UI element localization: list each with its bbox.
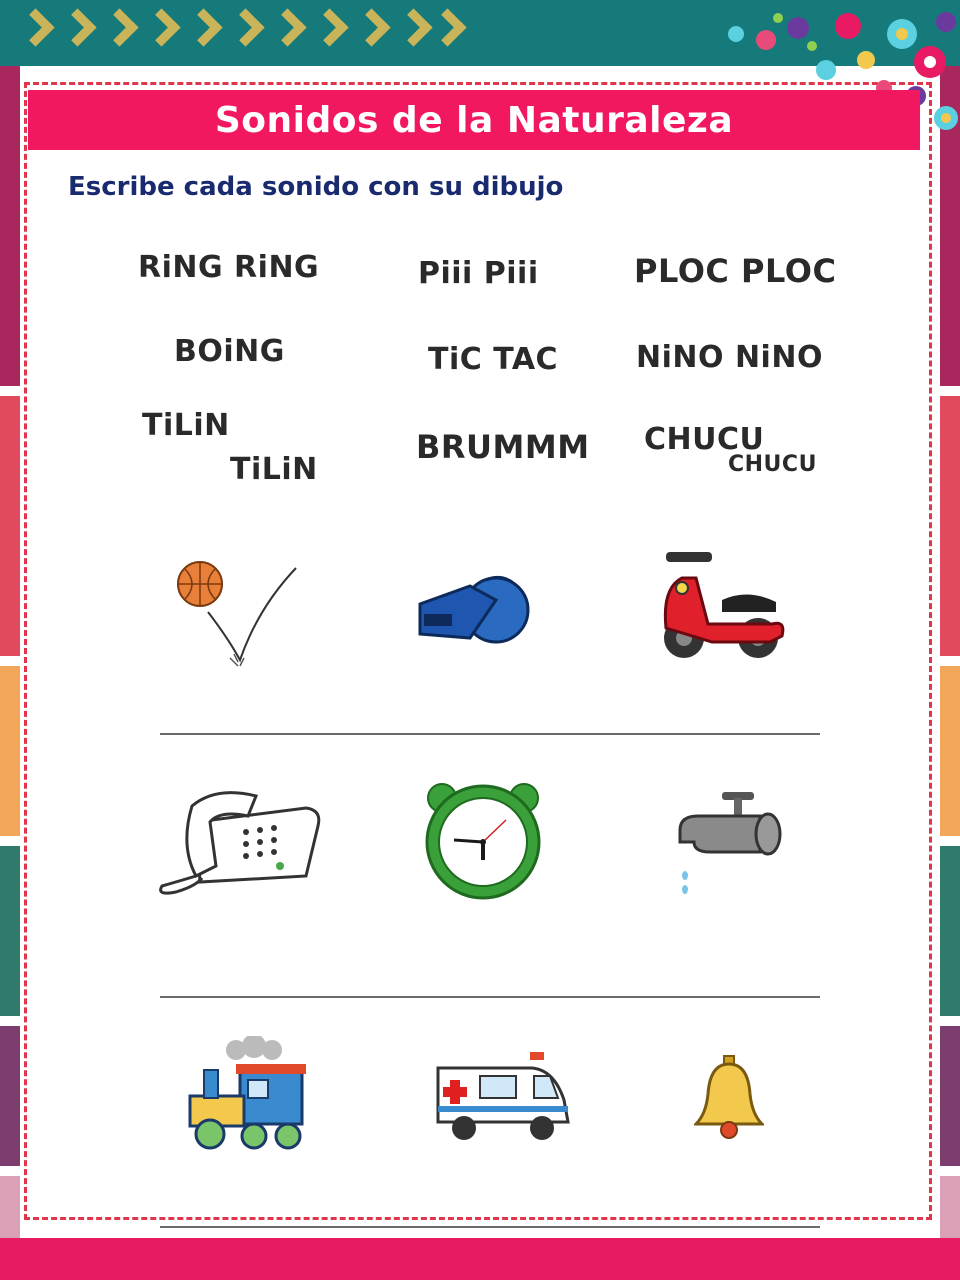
sound-word: BRUMMM	[416, 428, 590, 466]
scooter-picture	[652, 548, 788, 662]
whistle-picture	[416, 570, 532, 652]
left-stripes	[0, 66, 20, 1280]
chevron-decoration	[100, 8, 138, 46]
train-picture	[176, 1036, 316, 1154]
sound-word: Piii Piii	[418, 256, 539, 291]
faucet-picture	[674, 786, 786, 898]
title-banner	[28, 90, 920, 150]
instruction-text: Escribe cada sonido con su dibujo	[68, 172, 564, 202]
right-stripes	[940, 66, 960, 1280]
chevron-decoration	[352, 8, 390, 46]
chevron-decoration	[184, 8, 222, 46]
ambulance-picture	[434, 1048, 572, 1144]
sound-word: CHUCU	[644, 422, 765, 457]
chevron-decoration	[16, 8, 54, 46]
bell-picture	[694, 1054, 764, 1140]
sound-word: BOiNG	[174, 334, 285, 369]
telephone-picture	[156, 786, 322, 900]
answer-line	[160, 996, 820, 998]
alarm-clock-picture	[424, 780, 542, 900]
sound-word: PLOC PLOC	[634, 252, 837, 290]
chevron-decoration	[268, 8, 306, 46]
sound-word: TiC TAC	[428, 342, 559, 377]
chevron-decoration	[142, 8, 180, 46]
sound-word: TiLiN	[142, 408, 230, 443]
sound-word: TiLiN	[230, 452, 318, 487]
answer-line	[160, 1226, 820, 1228]
answer-line	[160, 733, 820, 735]
chevron-decoration	[428, 8, 466, 46]
page-title: Sonidos de la Naturaleza	[214, 99, 734, 141]
basketball-bounce-picture	[168, 548, 308, 672]
chevron-decoration	[58, 8, 96, 46]
sound-word: NiNO NiNO	[636, 340, 823, 375]
footer-band	[0, 1238, 960, 1280]
sound-word: RiNG RiNG	[138, 250, 320, 285]
chevron-decoration	[310, 8, 348, 46]
chevron-decoration	[394, 8, 432, 46]
sound-word: CHUCU	[728, 452, 817, 477]
chevron-decoration	[226, 8, 264, 46]
